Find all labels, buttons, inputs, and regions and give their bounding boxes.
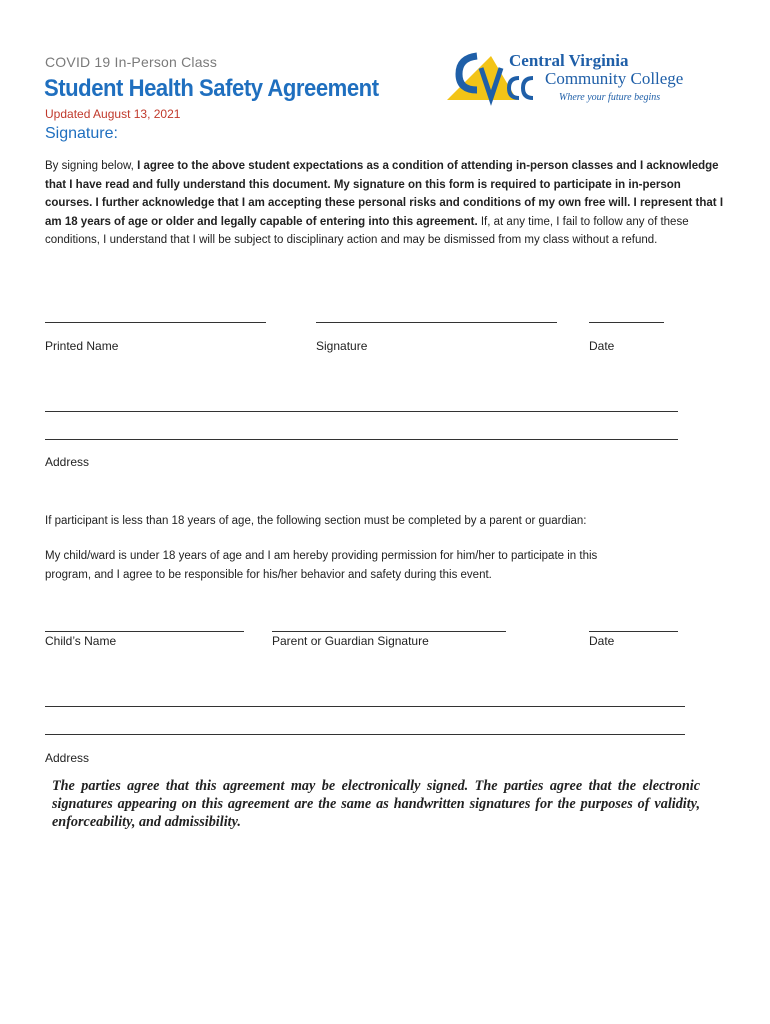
logo-line2: Community College (545, 69, 684, 88)
printed-name-label: Printed Name (45, 339, 119, 353)
address-line-1[interactable] (45, 411, 678, 412)
guardian-date-label: Date (589, 634, 615, 648)
agreement-intro: By signing below, (45, 160, 138, 172)
agreement-bold: I agree to the above student expectations as a condition of attending in-person classes and I acknowledge that I have read and fully understand this document. My signature on this form is required to participate in in-person courses. I further acknowledge that I am accepting these personal risks and conditions of my own free will. I represent that I am 18 years of age or older and legally capable of entering into this agreement. (45, 160, 724, 228)
logo-line1: Central Virginia (509, 51, 629, 70)
date-line[interactable] (589, 322, 664, 323)
guardian-address-label: Address (45, 751, 90, 765)
guardian-signature-label: Parent or Guardian Signature (272, 634, 429, 648)
signature-label: Signature (316, 339, 368, 353)
address-label: Address (45, 455, 90, 469)
agreement-paragraph (45, 157, 725, 250)
guardian-address-line-2[interactable] (45, 734, 685, 735)
guardian-date-line[interactable] (589, 631, 678, 632)
address-line-2[interactable] (45, 439, 678, 440)
child-name-line[interactable] (45, 631, 244, 632)
electronic-signature-notice: The parties agree that this agreement may be electronically signed. The parties agree that the electronic signatures appearing on this agreement are the same as handwritten signatures for the purposes of validity, enforceability, and admissibility. (52, 778, 700, 830)
logo-tagline: Where your future begins (559, 92, 661, 103)
printed-name-line[interactable] (45, 322, 266, 323)
cvcc-logo-icon (447, 48, 707, 108)
guardian-address-line-1[interactable] (45, 706, 685, 707)
document-pretitle: COVID 19 In-Person Class (45, 54, 218, 70)
agreement-rest: If, at any time, I fail to follow any of these conditions, I understand that I will be subject to disciplinary action and may be dismissed from my class without a refund. (45, 215, 689, 246)
guardian-signature-line[interactable] (272, 631, 506, 632)
updated-date: Updated August 13, 2021 (45, 107, 181, 121)
minor-permission: My child/ward is under 18 years of age and I am hereby providing permission for him/her to participate in this program, and I agree to be responsible for his/her behavior and safety during this event. (45, 550, 598, 581)
child-name-label: Child’s Name (45, 634, 117, 648)
signature-line[interactable] (316, 322, 557, 323)
signature-heading: Signature: (45, 125, 118, 142)
minor-intro: If participant is less than 18 years of age, the following section must be completed by a parent or guardian: (45, 515, 587, 527)
document-title: Student Health Safety Agreement (44, 75, 379, 102)
college-logo (447, 48, 707, 108)
date-label: Date (589, 339, 615, 353)
